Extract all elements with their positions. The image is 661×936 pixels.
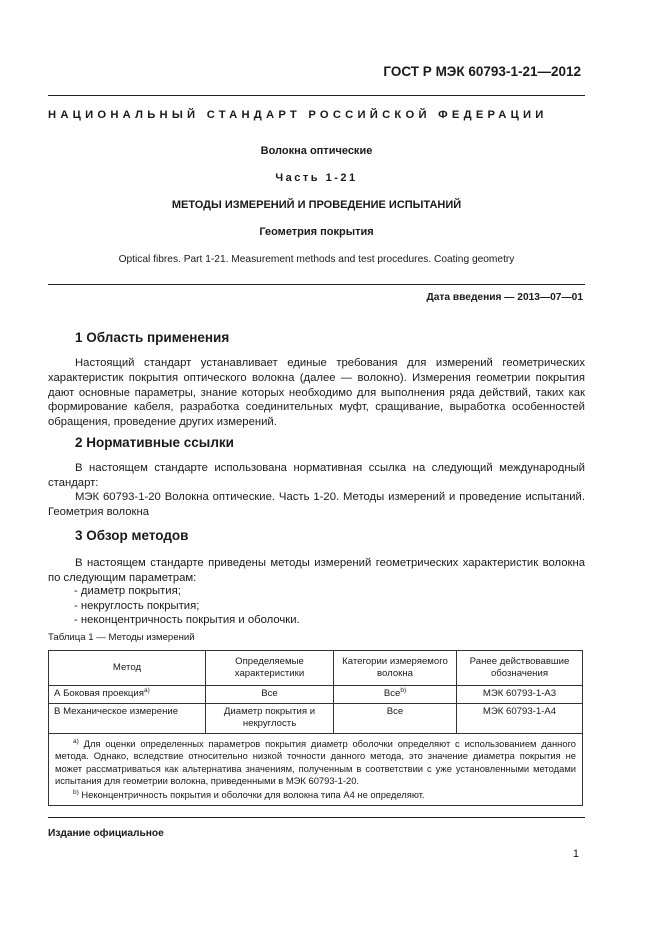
- intro-date: Дата введения — 2013—07—01: [426, 292, 583, 303]
- table-cell: МЭК 60793-1-А3: [457, 686, 583, 704]
- list-item: - диаметр покрытия;: [74, 585, 181, 597]
- table-cell-method: В Механическое измерение: [49, 703, 206, 733]
- national-standard-title: НАЦИОНАЛЬНЫЙ СТАНДАРТ РОССИЙСКОЙ ФЕДЕРАЦИИ: [48, 109, 548, 121]
- footnote-mark: b): [73, 788, 79, 796]
- category-text: Все: [383, 688, 401, 699]
- main-title: МЕТОДЫ ИЗМЕРЕНИЙ И ПРОВЕДЕНИЕ ИСПЫТАНИЙ: [171, 199, 462, 211]
- table-notes-row: [49, 733, 583, 806]
- table-cell: Все: [206, 686, 334, 704]
- note-text: Для оценки определенных параметров покрытия диаметр оболочки определяют с использованием данного метода. Однако, вследствие относительно низкой точности данного метода, это значение диаметра покрытия не может рассматриваться как альтернатива значениям, полученным в соответствии с уже установленными методами испытания для геометрии волокна, приведенными в МЭК 60793-1-20.: [55, 737, 576, 787]
- section-3-heading: 3 Обзор методов: [75, 528, 189, 543]
- table-note: [55, 738, 576, 788]
- title-rule: [48, 284, 585, 285]
- methods-table: [48, 650, 583, 806]
- table-caption: Таблица 1 — Методы измерений: [48, 632, 195, 643]
- table-cell: Диаметр покрытия и некруглость: [206, 703, 334, 733]
- method-text: А Боковая проекция: [54, 688, 144, 699]
- footnote-mark: а): [143, 686, 150, 694]
- page-number: 1: [572, 848, 579, 860]
- table-header-cell: Метод: [49, 651, 206, 686]
- footer-rule: [48, 817, 585, 818]
- part-title: Часть 1-21: [275, 172, 358, 184]
- table-header-cell: Определяемые характеристики: [206, 651, 334, 686]
- table-cell: МЭК 60793-1-А4: [457, 703, 583, 733]
- section-2-reference: [48, 490, 585, 520]
- sub-title: Геометрия покрытия: [259, 226, 374, 238]
- footnote-mark: а): [73, 737, 79, 745]
- list-item: - неконцентричность покрытия и оболочки.: [74, 614, 300, 627]
- header-rule: [48, 95, 585, 96]
- footnote-mark: b): [400, 686, 407, 694]
- section-2-text: [48, 461, 585, 491]
- section-2-body: В настоящем стандарте использована нормативная ссылка на следующий международный стандарт:: [48, 462, 585, 489]
- section-1-body: Настоящий стандарт устанавливает единые требования для измерений геометрических характеристик покрытия оптического волокна (далее — волокно). Измерения геометрии покрытия дают основные параметры, знание которых необходимо для выполнения ряда действий, таких как формирование кабеля, разработка соединительных муфт, сращивание, выработка особенностей обращения, проведение других измерений.: [48, 357, 585, 429]
- table-cell-method: [49, 686, 206, 704]
- section-2-heading: 2 Нормативные ссылки: [75, 435, 234, 450]
- table-header-cell: Категории измеряемого волокна: [334, 651, 457, 686]
- table-header-row: [49, 651, 583, 686]
- table-cell: Все: [334, 703, 457, 733]
- english-title: Optical fibres. Part 1-21. Measurement methods and test procedures. Coating geometry: [118, 254, 515, 265]
- section-1-heading: 1 Область применения: [75, 330, 230, 345]
- section-1-text: [48, 356, 585, 430]
- section-3-list: [74, 584, 300, 628]
- standard-number: ГОСТ Р МЭК 60793-1-21—2012: [383, 64, 581, 79]
- table-header-cell: Ранее действовавшие обозначения: [457, 651, 583, 686]
- table-row: [49, 686, 583, 704]
- table-cell: [334, 686, 457, 704]
- table-notes: [49, 733, 583, 806]
- table-note: [55, 789, 576, 802]
- title-line: Волокна оптические: [260, 145, 373, 157]
- section-3-body: В настоящем стандарте приведены методы измерений геометрических характеристик волокна по следующим параметрам:: [48, 557, 585, 584]
- list-item: - некруглость покрытия;: [74, 599, 200, 612]
- section-2-reference-text: МЭК 60793-1-20 Волокна оптические. Часть 1-20. Методы измерений и проведение испытаний. Геометрия волокна: [48, 491, 585, 518]
- section-3-text: [48, 556, 585, 586]
- table-row: [49, 703, 583, 733]
- edition-label: Издание официальное: [48, 828, 164, 839]
- note-text: Неконцентричность покрытия и оболочки для волокна типа А4 не определяют.: [81, 788, 425, 800]
